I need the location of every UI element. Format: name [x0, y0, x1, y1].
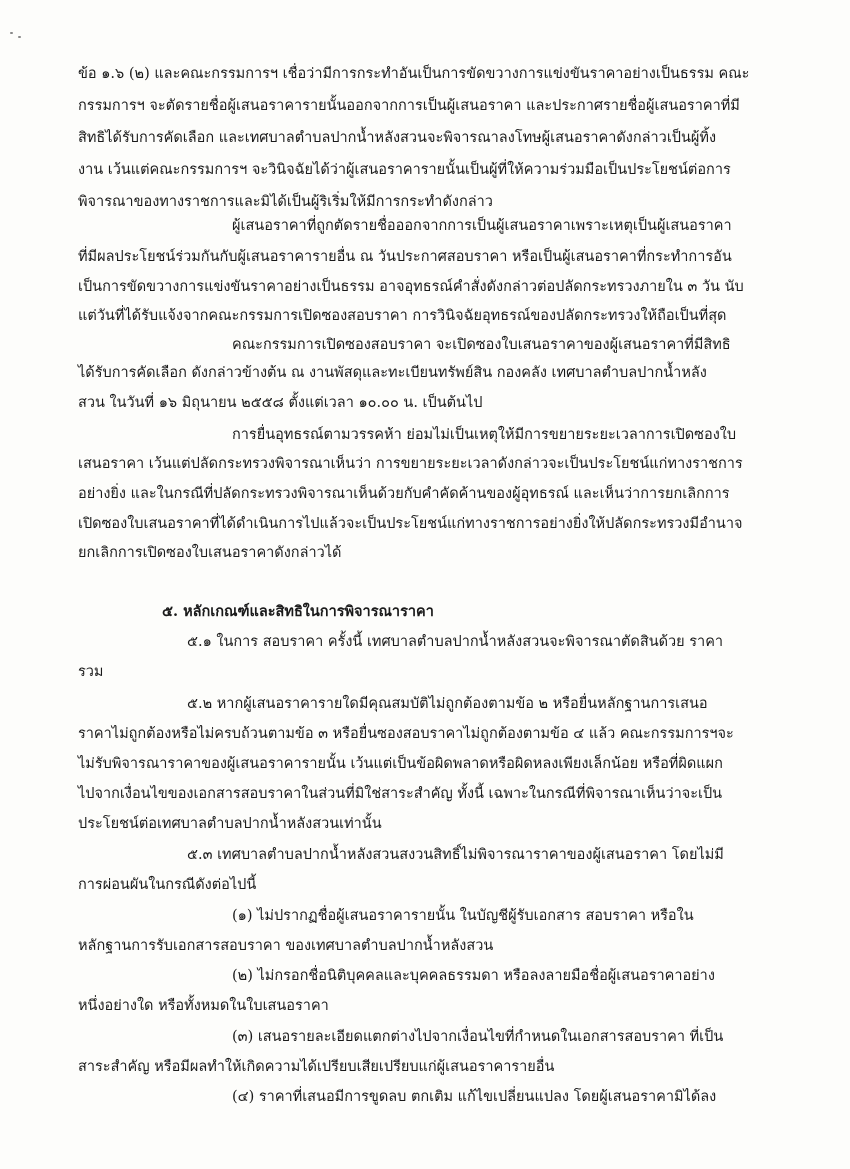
list-item-line: (๒) ไม่กรอกชื่อนิติบุคคลและบุคคลธรรมดา หรือลงลายมือชื่อผู้เสนอราคาอย่าง	[232, 968, 715, 984]
body-line: ที่มีผลประโยชน์ร่วมกันกับผู้เสนอราคารายอื่น ณ วันประกาศสอบราคา หรือเป็นผู้เสนอราคาที่กระทำการอัน	[78, 249, 732, 265]
body-line: อย่างยิ่ง และในกรณีที่ปลัดกระทรวงพิจารณาเห็นด้วยกับคำคัดค้านของผู้อุทธรณ์ และเห็นว่าการยกเลิกการ	[78, 486, 730, 502]
body-line: ข้อ ๑.๖ (๒) และคณะกรรมการฯ เชื่อว่ามีการกระทำอันเป็นการขัดขวางการแข่งขันราคาอย่างเป็นธรรม คณะ	[78, 66, 750, 82]
scan-speck	[10, 32, 13, 34]
list-item-line: (๑) ไม่ปรากฏชื่อผู้เสนอราคารายนั้น ในบัญชีผู้รับเอกสาร สอบราคา หรือใน	[232, 908, 694, 924]
body-line: แต่วันที่ได้รับแจ้งจากคณะกรรมการเปิดซองสอบราคา การวินิจฉัยอุทธรณ์ของปลัดกระทรวงให้ถือเป็นที่สุด	[78, 308, 727, 324]
section-heading: ๕. หลักเกณฑ์และสิทธิในการพิจารณาราคา	[162, 603, 434, 620]
paragraph-start-line: ๕.๓ เทศบาลตำบลปากน้ำหลังสวนสงวนสิทธิ์ไม่พิจารณาราคาของผู้เสนอราคา โดยไม่มี	[187, 847, 724, 863]
body-line: งาน เว้นแต่คณะกรรมการฯ จะวินิจฉัยได้ว่าผู้เสนอราคารายนั้นเป็นผู้ที่ให้ความร่วมมือเป็นประโยชน์ต่อการ	[78, 162, 731, 178]
body-line: ไม่รับพิจารณาราคาของผู้เสนอราคารายนั้น เว้นแต่เป็นข้อผิดพลาดหรือผิดหลงเพียงเล็กน้อย หรือที่ผิดแผก	[78, 756, 723, 772]
body-line: พิจารณาของทางราชการและมิได้เป็นผู้ริเริ่มให้มีการกระทำดังกล่าว	[78, 194, 493, 210]
body-line: หลักฐานการรับเอกสารสอบราคา ของเทศบาลตำบลปากน้ำหลังสวน	[78, 938, 494, 954]
paragraph-start-line: ๕.๒ หากผู้เสนอราคารายใดมีคุณสมบัติไม่ถูกต้องตามข้อ ๒ หรือยื่นหลักฐานการเสนอ	[187, 696, 708, 712]
body-line: ไปจากเงื่อนไขของเอกสารสอบราคาในส่วนที่มิใช่สาระสำคัญ ทั้งนี้ เฉพาะในกรณีที่พิจารณาเห็นว่าจะเป็น	[78, 786, 723, 802]
body-line: หนึ่งอย่างใด หรือทั้งหมดในใบเสนอราคา	[78, 998, 329, 1014]
body-line: รวม	[78, 664, 104, 680]
body-line: ได้รับการคัดเลือก ดังกล่าวข้างต้น ณ งานพัสดุและทะเบียนทรัพย์สิน กองคลัง เทศบาลตำบลปากน้ำหลัง	[78, 365, 707, 381]
body-line: สวน ในวันที่ ๑๖ มิถุนายน ๒๕๕๘ ตั้งแต่เวลา ๑๐.๐๐ น. เป็นต้นไป	[78, 395, 483, 411]
paragraph-start-line: คณะกรรมการเปิดซองสอบราคา จะเปิดซองใบเสนอราคาของผู้เสนอราคาที่มีสิทธิ	[232, 337, 731, 353]
paragraph-start-line: การยื่นอุทธรณ์ตามวรรคห้า ย่อมไม่เป็นเหตุให้มีการขยายระยะเวลาการเปิดซองใบ	[232, 427, 737, 443]
body-line: กรรมการฯ จะตัดรายชื่อผู้เสนอราคารายนั้นออกจากการเป็นผู้เสนอราคา และประกาศรายชื่อผู้เสนอราคาที่มี	[78, 98, 740, 114]
paragraph-start-line: ๕.๑ ในการ สอบราคา ครั้งนี้ เทศบาลตำบลปากน้ำหลังสวนจะพิจารณาตัดสินด้วย ราคา	[187, 634, 724, 650]
list-item-line: (๔) ราคาที่เสนอมีการขูดลบ ตกเติม แก้ไขเปลี่ยนแปลง โดยผู้เสนอราคามิได้ลง	[232, 1089, 717, 1105]
body-line: เป็นการขัดขวางการแข่งขันราคาอย่างเป็นธรรม อาจอุทธรณ์คำสั่งดังกล่าวต่อปลัดกระทรวงภายใน ๓ วัน นับ	[78, 279, 744, 295]
body-line: เสนอราคา เว้นแต่ปลัดกระทรวงพิจารณาเห็นว่า การขยายระยะเวลาดังกล่าวจะเป็นประโยชน์แก่ทางราชการ	[78, 456, 743, 472]
paragraph-start-line: ผู้เสนอราคาที่ถูกตัดรายชื่อออกจากการเป็นผู้เสนอราคาเพราะเหตุเป็นผู้เสนอราคา	[232, 218, 732, 234]
body-line: เปิดซองใบเสนอราคาที่ได้ดำเนินการไปแล้วจะเป็นประโยชน์แก่ทางราชการอย่างยิ่งให้ปลัดกระทรวงมีอำนาจ	[78, 516, 743, 532]
body-line: ประโยชน์ต่อเทศบาลตำบลปากน้ำหลังสวนเท่านั้น	[78, 816, 382, 832]
body-line: สิทธิได้รับการคัดเลือก และเทศบาลตำบลปากน้ำหลังสวนจะพิจารณาลงโทษผู้เสนอราคาดังกล่าวเป็นผู้ทิ้ง	[78, 130, 717, 146]
body-line: ยกเลิกการเปิดซองใบเสนอราคาดังกล่าวได้	[78, 545, 342, 561]
scan-speck	[18, 36, 21, 38]
body-line: ราคาไม่ถูกต้องหรือไม่ครบถ้วนตามข้อ ๓ หรือยื่นซองสอบราคาไม่ถูกต้องตามข้อ ๔ แล้ว คณะกรรมการฯจะ	[78, 726, 734, 742]
body-line: สาระสำคัญ หรือมีผลทำให้เกิดความได้เปรียบเสียเปรียบแก่ผู้เสนอราคารายอื่น	[78, 1059, 555, 1075]
body-line: การผ่อนผันในกรณีดังต่อไปนี้	[78, 877, 257, 893]
list-item-line: (๓) เสนอรายละเอียดแตกต่างไปจากเงื่อนไขที่กำหนดในเอกสารสอบราคา ที่เป็น	[232, 1029, 724, 1045]
